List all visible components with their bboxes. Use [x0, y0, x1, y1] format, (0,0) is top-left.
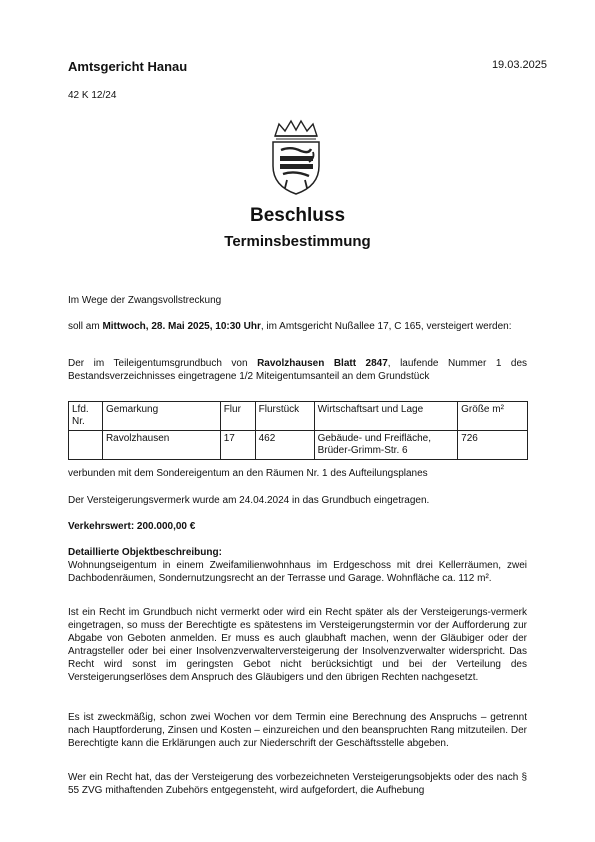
- parcel-table: [68, 401, 528, 460]
- register-note: Der Versteigerungsvermerk wurde am 24.04.2024 in das Grundbuch eingetragen.: [68, 495, 430, 506]
- col-header-lfd-nr: Lfd. Nr.: [69, 402, 103, 431]
- col-header-flur: Flur: [220, 402, 255, 431]
- document-subtitle: Terminsbestimmung: [224, 233, 371, 250]
- col-header-wirtschaftsart: Wirtschaftsart und Lage: [314, 402, 458, 431]
- cell-wirtschaftsart: Gebäude- und Freifläche, Brüder-Grimm-Str. 6: [314, 431, 458, 460]
- property-paragraph: [68, 357, 527, 383]
- auction-prefix: soll am: [68, 321, 103, 332]
- court-name: Amtsgericht Hanau: [68, 59, 188, 74]
- land-register: Ravolzhausen Blatt 2847: [257, 358, 388, 369]
- description-text: Wohnungseigentum in einem Zweifamilienwohnhaus im Erdgeschoss mit drei Kellerräumen, zwei Dachbodenräumen, Sondernutzungsrecht an der Terrasse und Garage. Wohnfläche ca. 112 m².: [68, 560, 527, 584]
- intro-text: Im Wege der Zwangsvollstreckung: [68, 295, 222, 306]
- cell-groesse: 726: [458, 431, 528, 460]
- auction-suffix: , im Amtsgericht Nußallee 17, C 165, versteigert werden:: [260, 321, 512, 332]
- cell-flur: 17: [220, 431, 255, 460]
- claims-paragraph: Es ist zweckmäßig, schon zwei Wochen vor dem Termin eine Berechnung des Anspruchs – getrennt nach Hauptforderung, Zinsen und Kosten – einzureichen und den beanspruchten Rang mitzuteilen. Der Berechtigte kann die Erklärungen auch zur Niederschrift der Geschäftsstelle abgeben.: [68, 712, 527, 749]
- cell-lfd-nr: [69, 431, 103, 460]
- objection-paragraph: Wer ein Recht hat, das der Versteigerung des vorbezeichneten Versteigerungsobjekts oder des nach § 55 ZVG mithaftenden Zubehörs entgegensteht, wird aufgefordert, die Aufhebung: [68, 772, 527, 796]
- property-suffix: , laufende Nummer 1 des Bestandsverzeichnisses eingetragene 1/2 Miteigentumsanteil an dem Grundstück: [68, 358, 528, 382]
- description-heading: Detaillierte Objektbeschreibung:: [68, 547, 222, 558]
- col-header-flurstueck: Flurstück: [255, 402, 314, 431]
- col-header-groesse: Größe m²: [458, 402, 528, 431]
- document-title: Beschluss: [249, 205, 346, 226]
- auction-date-paragraph: [68, 320, 527, 333]
- document-date: 19.03.2025: [491, 59, 547, 71]
- hesse-coat-of-arms-icon: [265, 118, 327, 196]
- connected-text: verbunden mit dem Sondereigentum an den Räumen Nr. 1 des Aufteilungsplanes: [68, 468, 428, 479]
- property-prefix: Der im Teileigentumsgrundbuch von: [68, 358, 258, 369]
- table-row: [69, 431, 528, 460]
- cell-gemarkung: Ravolzhausen: [102, 431, 220, 460]
- table-header-row: [69, 402, 528, 431]
- col-header-gemarkung: Gemarkung: [102, 402, 220, 431]
- auction-datetime: Mittwoch, 28. Mai 2025, 10:30 Uhr: [102, 321, 261, 332]
- cell-flurstueck: 462: [255, 431, 314, 460]
- case-number: 42 K 12/24: [68, 90, 117, 101]
- rights-paragraph: Ist ein Recht im Grundbuch nicht vermerkt oder wird ein Recht später als der Versteigerungs-vermerk eingetragen, so muss der Berechtigte es spätestens im Versteigerungstermin vor der Aufforderung zur Abgabe von Geboten anmelden. Er muss es auch glaubhaft machen, wenn der Gläubiger oder der Antragsteller oder bei einer Insolvenzverwalterversteigerung der Insolvenzverwalter widerspricht. Das Recht wird sonst im geringsten Gebot nicht berücksichtigt und bei der Verteilung des Versteigerungserlöses dem Anspruch des Gläubigers und den übrigen Rechten nachgesetzt.: [68, 607, 527, 683]
- market-value: Verkehrswert: 200.000,00 €: [68, 521, 196, 532]
